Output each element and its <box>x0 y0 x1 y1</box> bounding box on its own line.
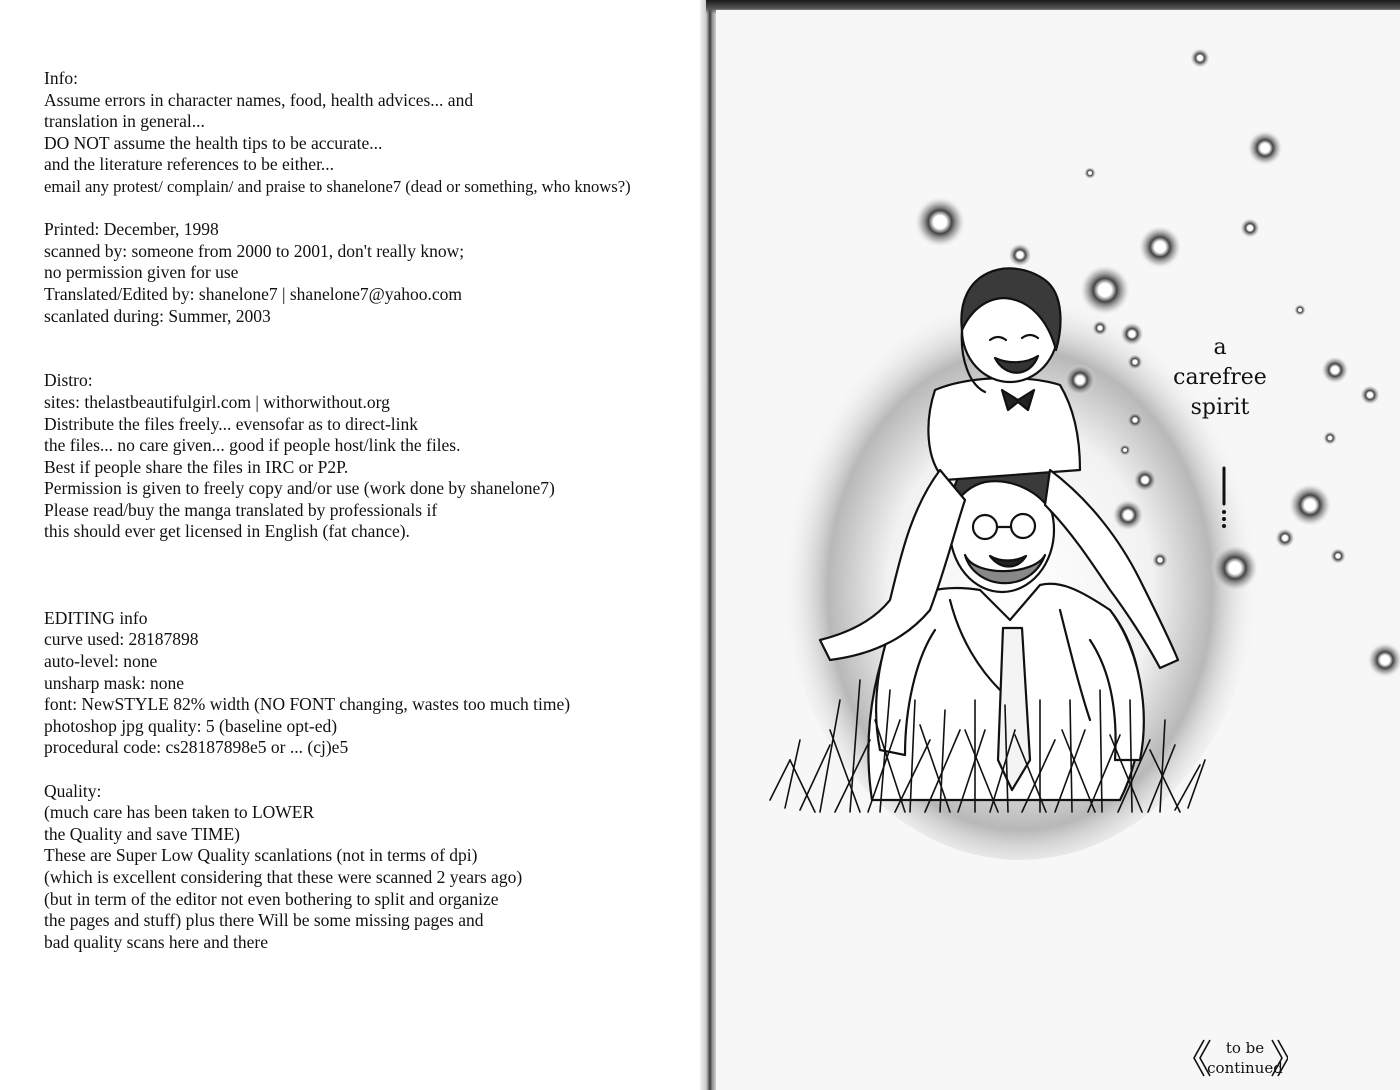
note-line: scanned by: someone from 2000 to 2001, don't really know; <box>44 240 465 261</box>
continued-line: to be <box>1225 1039 1265 1057</box>
note-line: the files... no care given... good if people host/link the files. <box>44 435 461 456</box>
note-line: Translated/Edited by: shanelone7 | shanelone7@yahoo.com <box>44 283 462 304</box>
note-line: Quality: <box>44 780 102 801</box>
note-line: photoshop jpg quality: 5 (baseline opt-ed) <box>44 715 338 736</box>
caption-line: a carefree <box>1173 335 1267 390</box>
note-line: font: NewSTYLE 82% width (NO FONT changing, wastes too much time) <box>44 694 571 715</box>
note-line: Permission is given to freely copy and/or use (work done by shanelone7) <box>44 478 555 499</box>
note-line: Please read/buy the manga translated by professionals if <box>44 499 438 520</box>
note-line: translation in general... <box>44 111 205 132</box>
note-line: procedural code: cs28187898e5 or ... (cj)e5 <box>44 737 349 758</box>
note-line: Distribute the files freely... evensofar as to direct-link <box>44 413 419 434</box>
note-line: These are Super Low Quality scanlations (not in terms of dpi) <box>44 845 478 866</box>
note-line: (much care has been taken to LOWER <box>44 802 315 823</box>
caption-carefree-spirit <box>1165 333 1275 423</box>
note-line: and the literature references to be either... <box>44 154 335 175</box>
note-line: this should ever get licensed in English (fat chance). <box>44 521 410 542</box>
note-line: DO NOT assume the health tips to be accurate... <box>44 132 383 153</box>
note-line: email any protest/ complain/ and praise to shanelone7 (dead or something, who knows?) <box>44 176 631 196</box>
note-line: Info: <box>44 68 79 88</box>
note-line: auto-level: none <box>44 651 158 672</box>
exclamation-mark-icon <box>1212 466 1236 528</box>
caption-line: spirit <box>1190 395 1250 420</box>
note-line: unsharp mask: none <box>44 672 184 693</box>
note-line: scanlated during: Summer, 2003 <box>44 305 271 326</box>
note-line: EDITING info <box>44 607 148 628</box>
note-line: the Quality and save TIME) <box>44 823 241 844</box>
note-line: Distro: <box>44 370 93 391</box>
note-line: Printed: December, 1998 <box>44 219 219 240</box>
continued-line: continued <box>1207 1059 1283 1077</box>
note-line: the pages and stuff) plus there Will be some missing pages and <box>44 910 484 931</box>
note-line: (which is excellent considering that these were scanned 2 years ago) <box>44 866 523 887</box>
to-be-continued-label <box>1206 1038 1284 1078</box>
note-line: curve used: 28187898 <box>44 629 199 650</box>
note-line: (but in term of the editor not even bothering to split and organize <box>44 888 499 909</box>
note-line: Assume errors in character names, food, health advices... and <box>44 89 474 110</box>
note-line: no permission given for use <box>44 262 239 283</box>
note-line: Best if people share the files in IRC or P2P. <box>44 456 349 477</box>
note-line: bad quality scans here and there <box>44 931 269 952</box>
note-line: sites: thelastbeautifulgirl.com | withorwithout.org <box>44 391 390 412</box>
